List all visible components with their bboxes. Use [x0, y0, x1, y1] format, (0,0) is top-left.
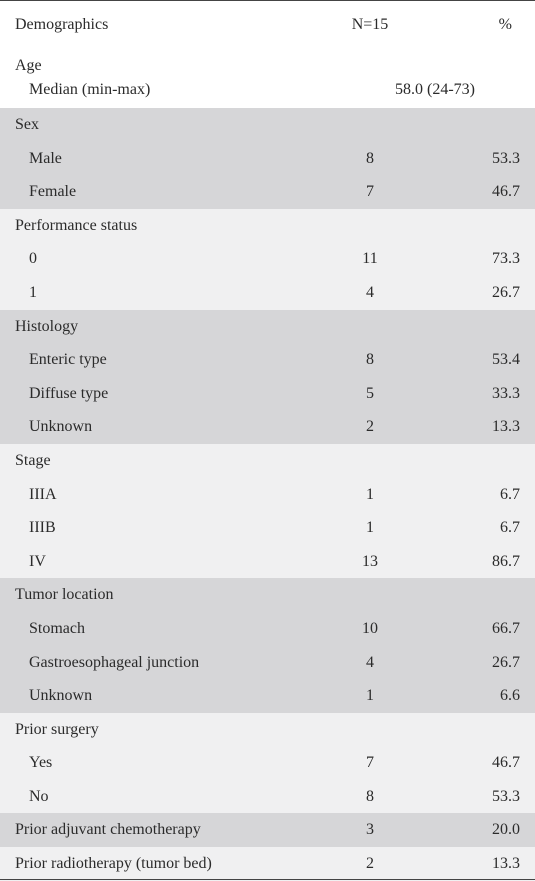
row-percent: 33.3	[492, 384, 520, 402]
row-n: 1	[366, 687, 374, 705]
table-row	[0, 612, 535, 646]
table-row	[0, 545, 535, 579]
row-label: Age	[15, 57, 42, 74]
row-label: Prior radiotherapy (tumor bed)	[15, 855, 212, 873]
row-label: Female	[29, 183, 77, 201]
table-row	[0, 847, 535, 881]
table-row	[0, 410, 535, 444]
row-percent: 26.7	[492, 283, 520, 301]
row-n: 13	[362, 552, 378, 570]
row-n: 8	[366, 787, 374, 805]
row-label: Yes	[29, 754, 53, 772]
row-percent: 6.6	[500, 687, 520, 705]
row-n: 2	[366, 418, 374, 436]
row-label: 0	[29, 250, 37, 268]
row-n: 8	[366, 149, 374, 167]
row-percent: 53.3	[492, 787, 520, 805]
row-label: Median (min-max)	[29, 81, 151, 98]
row-percent: 86.7	[492, 552, 520, 570]
table-row	[0, 142, 535, 176]
group-title	[0, 713, 535, 747]
row-label: Prior surgery	[15, 720, 99, 738]
group-title	[0, 578, 535, 612]
group-performance-status	[0, 209, 535, 310]
row-percent: 73.3	[492, 250, 520, 268]
row-label: Tumor location	[15, 586, 114, 604]
row-n: 4	[366, 283, 374, 301]
row-label: Histology	[15, 317, 79, 335]
row-label: Gastroesophageal junction	[29, 653, 200, 671]
table-row	[0, 478, 535, 512]
group-sex	[0, 108, 535, 209]
group-title	[0, 310, 535, 344]
group-histology	[0, 310, 535, 444]
row-label: Unknown	[29, 687, 93, 705]
row-percent: 53.4	[492, 351, 520, 369]
table-row	[0, 242, 535, 276]
group-title	[0, 52, 535, 80]
table-row	[0, 679, 535, 713]
table-row	[0, 813, 535, 847]
row-label: Prior adjuvant chemotherapy	[15, 821, 201, 839]
group-prior-radiotherapy	[0, 847, 535, 881]
row-n: 4	[366, 653, 374, 671]
table-row	[0, 780, 535, 814]
row-label: No	[29, 787, 49, 805]
table-row	[0, 175, 535, 209]
row-n: 1	[366, 485, 374, 503]
row-label: Unknown	[29, 418, 93, 436]
row-percent: 13.3	[492, 855, 520, 873]
header-percent: %	[498, 16, 512, 33]
row-label: Male	[29, 149, 62, 167]
row-percent: 13.3	[492, 418, 520, 436]
row-n: 11	[362, 250, 378, 268]
row-label: Enteric type	[29, 351, 107, 369]
table-row	[0, 646, 535, 680]
row-percent: 26.7	[492, 653, 520, 671]
table-body	[0, 52, 535, 881]
row-percent: 46.7	[492, 183, 520, 201]
group-age	[0, 52, 535, 108]
row-n: 1	[366, 519, 374, 537]
row-percent: 53.3	[492, 149, 520, 167]
row-label: Stage	[15, 451, 51, 469]
row-n: 7	[366, 754, 374, 772]
row-percent: 6.7	[500, 519, 520, 537]
row-n: 10	[362, 619, 378, 637]
row-percent: 66.7	[492, 619, 520, 637]
row-label: Stomach	[29, 619, 85, 637]
group-prior-adjuvant-chemotherapy	[0, 813, 535, 847]
row-n: 8	[366, 351, 374, 369]
row-label: 1	[29, 283, 37, 301]
row-label: IIIB	[29, 519, 56, 537]
table-row	[0, 377, 535, 411]
row-label: Performance status	[15, 216, 138, 234]
group-tumor-location	[0, 578, 535, 712]
row-label: IV	[29, 552, 46, 570]
median-value: 58.0 (24-73)	[395, 81, 475, 98]
header-demographics: Demographics	[15, 16, 109, 33]
row-n: 7	[366, 183, 374, 201]
table-row	[0, 343, 535, 377]
group-stage	[0, 444, 535, 578]
row-percent: 20.0	[492, 821, 520, 839]
table-row	[0, 80, 535, 108]
header-n: N=15	[351, 16, 389, 33]
group-title	[0, 209, 535, 243]
table-header	[0, 0, 535, 53]
group-title	[0, 444, 535, 478]
row-n: 2	[366, 855, 374, 873]
row-n: 3	[366, 821, 374, 839]
table-row	[0, 746, 535, 780]
row-percent: 46.7	[492, 754, 520, 772]
group-title	[0, 108, 535, 142]
row-percent: 6.7	[500, 485, 520, 503]
row-label: Sex	[15, 116, 39, 133]
row-n: 5	[366, 384, 374, 402]
row-label: IIIA	[29, 485, 57, 503]
group-prior-surgery	[0, 713, 535, 814]
row-label: Diffuse type	[29, 384, 109, 402]
table-row	[0, 276, 535, 310]
bottom-rule	[0, 879, 535, 880]
table-row	[0, 511, 535, 545]
